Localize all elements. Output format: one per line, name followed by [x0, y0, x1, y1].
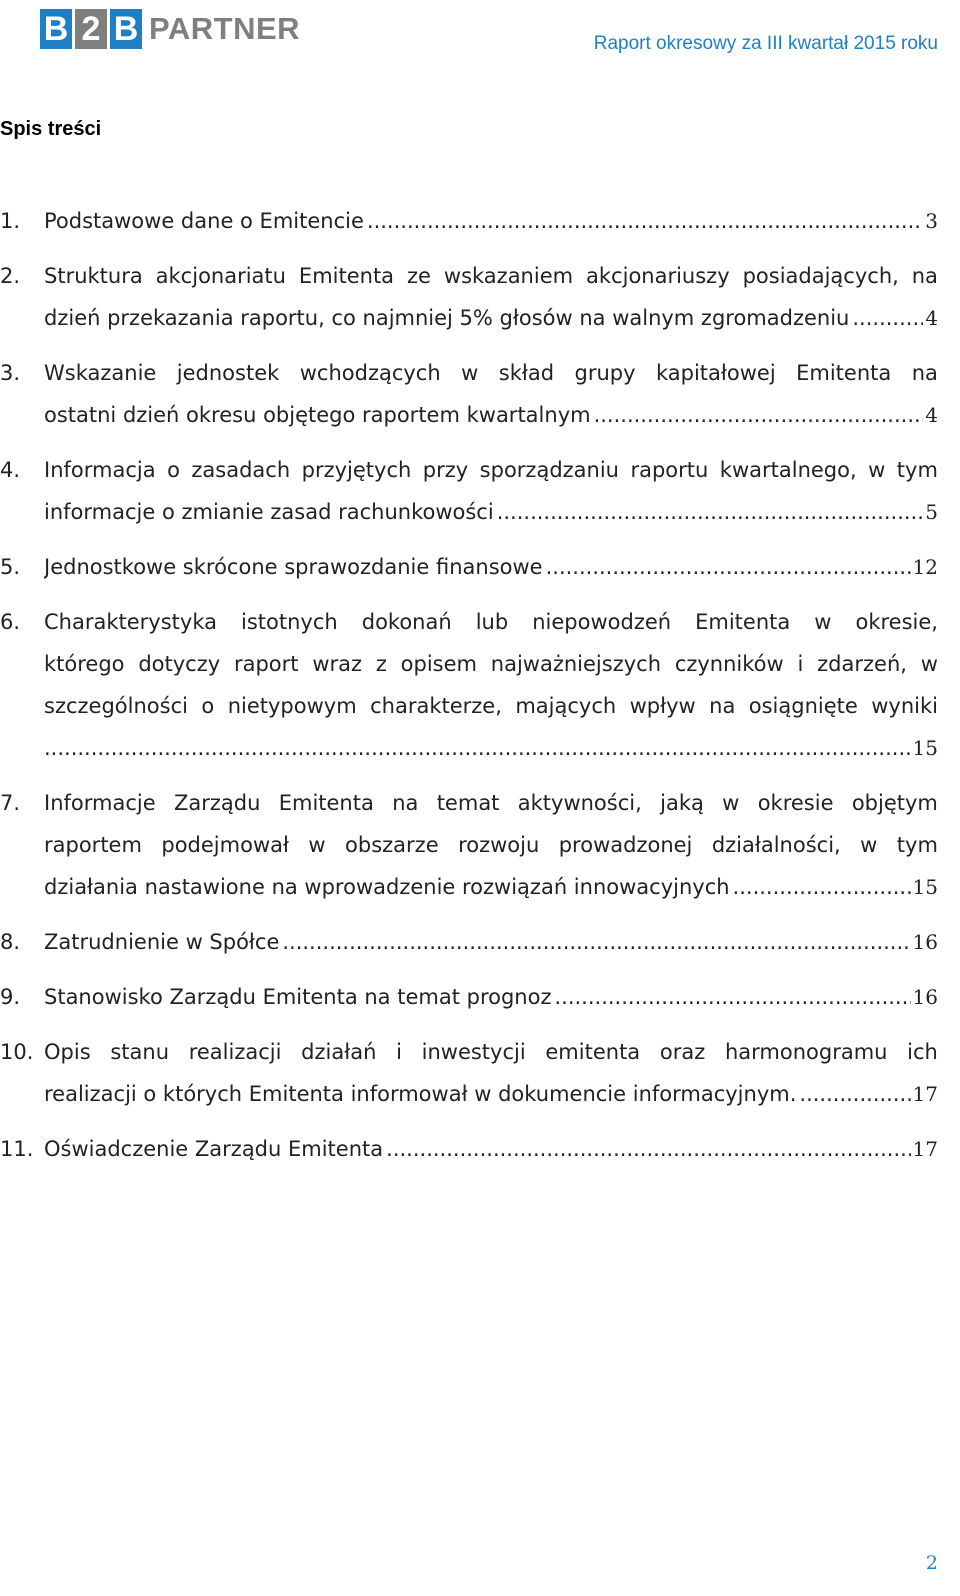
- toc-entry-word: lub: [475, 610, 509, 634]
- logo-word: PARTNER: [149, 11, 301, 46]
- toc-page-number[interactable]: 5: [925, 500, 938, 524]
- toc-entry-word: raport: [233, 652, 299, 676]
- toc-entry-word: jednostek: [176, 361, 280, 385]
- toc-entry-text: realizacji o których Emitenta informował w dokumencie informacyjnym.: [44, 1082, 797, 1106]
- toc-entry-text: Jednostkowe skrócone sprawozdanie finansowe: [44, 555, 543, 579]
- toc-entry-text: działania nastawione na wprowadzenie rozwiązań innowacyjnych: [44, 875, 730, 899]
- toc-entry-word: w: [920, 652, 938, 676]
- dot-leader: [386, 1128, 910, 1170]
- toc-entry-word: tym: [896, 458, 938, 482]
- toc-entry-word: istotnych: [241, 610, 338, 634]
- toc-entry-word: Emitenta: [695, 610, 791, 634]
- toc-entry-word: tym: [896, 833, 938, 857]
- dot-leader: [282, 921, 910, 963]
- toc-entry-line: [44, 866, 938, 908]
- toc-page-number[interactable]: 12: [912, 555, 938, 579]
- toc-entry-line: [44, 727, 938, 769]
- toc-entry-word: czynników: [674, 652, 784, 676]
- toc-entry-word: raportu: [630, 458, 709, 482]
- logo-box-2: 2: [75, 9, 107, 49]
- toc-entry-word: Wskazanie: [44, 361, 157, 385]
- toc-entry-word: Informacje: [44, 791, 156, 815]
- toc-entry-line: [44, 824, 938, 866]
- dot-leader: [367, 200, 923, 242]
- toc-entry[interactable]: [0, 1031, 938, 1115]
- toc-entry-word: kapitałowej: [655, 361, 776, 385]
- toc-entry-word: zasadach: [191, 458, 291, 482]
- toc-entry-text: Stanowisko Zarządu Emitenta na temat prognoz: [44, 985, 552, 1009]
- toc-entry-line: [44, 449, 938, 491]
- toc-entry-line: [44, 601, 938, 643]
- toc-entry-word: w: [308, 833, 326, 857]
- toc-entry-word: okresie,: [855, 610, 938, 634]
- toc-entry-word: Informacja: [44, 458, 156, 482]
- toc-entry-word: o: [201, 694, 215, 718]
- toc-entry-word: jaką: [660, 791, 704, 815]
- toc-entry[interactable]: [0, 200, 938, 242]
- toc-entry-line: [44, 255, 938, 297]
- report-header-title: Raport okresowy za III kwartał 2015 roku: [593, 33, 938, 54]
- page-number: 2: [925, 1552, 938, 1574]
- toc-entry[interactable]: [0, 601, 938, 769]
- toc-page-number[interactable]: 17: [912, 1137, 938, 1161]
- toc-entry-word: temat: [436, 791, 500, 815]
- toc-entry-word: i: [396, 1040, 402, 1064]
- toc-page-number[interactable]: 3: [925, 209, 938, 233]
- toc-entry-word: okresie: [757, 791, 834, 815]
- toc-entry-word: nietypowym: [227, 694, 357, 718]
- toc-entry-word: mających: [515, 694, 617, 718]
- toc-entry-word: obszarze: [345, 833, 439, 857]
- toc-entry-word: przy: [422, 458, 469, 482]
- toc-entry-word: zdarzeń,: [817, 652, 907, 676]
- toc-entry-word: raportem: [44, 833, 142, 857]
- toc-entry[interactable]: [0, 255, 938, 339]
- toc-entry-word: aktywności,: [517, 791, 642, 815]
- b2bpartner-logo: [40, 6, 300, 52]
- toc-entry-word: w: [860, 833, 878, 857]
- toc-entry-line: [44, 1031, 938, 1073]
- toc-entry-word: posiadających,: [742, 264, 899, 288]
- toc-entry-word: ze: [407, 264, 431, 288]
- toc-entry-word: rozwoju: [458, 833, 540, 857]
- toc-entry-number: 5.: [0, 555, 21, 579]
- dot-leader: [799, 1073, 910, 1115]
- toc-entry-word: o: [167, 458, 180, 482]
- toc-entry-text: informacje o zmianie zasad rachunkowości: [44, 500, 494, 524]
- toc-entry-text: Zatrudnienie w Spółce: [44, 930, 280, 954]
- toc-entry-number: 4.: [0, 458, 21, 482]
- toc-entry-line: [44, 297, 938, 339]
- toc-entry-word: wyniki: [871, 694, 938, 718]
- toc-entry-number: 9.: [0, 985, 21, 1009]
- toc-entry-word: dotyczy: [138, 652, 221, 676]
- dot-leader: [733, 866, 911, 908]
- toc-entry-word: ich: [907, 1040, 938, 1064]
- toc-entry-line: [44, 1128, 938, 1170]
- toc-entry-word: Opis: [44, 1040, 91, 1064]
- toc-entry[interactable]: [0, 976, 938, 1018]
- toc-entry-word: oraz: [659, 1040, 706, 1064]
- toc-entry-line: [44, 352, 938, 394]
- dot-leader: [497, 491, 924, 533]
- toc-entry-word: wchodzących: [299, 361, 441, 385]
- toc-entry-number: 2.: [0, 264, 21, 288]
- toc-entry-word: w: [722, 791, 740, 815]
- toc-entry-line: [44, 643, 938, 685]
- toc-entry-number: 3.: [0, 361, 21, 385]
- toc-entry-number: 10.: [0, 1040, 34, 1064]
- toc-entry[interactable]: [0, 1128, 938, 1170]
- dot-leader: [44, 727, 911, 769]
- toc-page-number[interactable]: 15: [912, 736, 938, 760]
- toc-entry[interactable]: [0, 449, 938, 533]
- toc-entry-word: harmonogramu: [724, 1040, 888, 1064]
- toc-entry-word: na: [709, 694, 736, 718]
- toc-entry-word: Zarządu: [173, 791, 261, 815]
- toc-page-number[interactable]: 16: [912, 985, 938, 1009]
- toc-entry-line: [44, 1073, 938, 1115]
- toc-entry-text: dzień przekazania raportu, co najmniej 5% głosów na walnym zgromadzeniu: [44, 306, 850, 330]
- toc-entry-number: 11.: [0, 1137, 34, 1161]
- toc-entry-word: z: [375, 652, 387, 676]
- toc-entry-text: Oświadczenie Zarządu Emitenta: [44, 1137, 384, 1161]
- toc-entry-text: ostatni dzień okresu objętego raportem kwartalnym: [44, 403, 591, 427]
- toc-entry-word: charakterze,: [370, 694, 502, 718]
- toc-page-number[interactable]: 17: [912, 1082, 938, 1106]
- toc-entry-word: którego: [44, 652, 125, 676]
- toc-entry-word: dokonań: [361, 610, 452, 634]
- toc-entry-number: 6.: [0, 610, 21, 634]
- toc-entry-text: Podstawowe dane o Emitencie: [44, 209, 364, 233]
- toc-entry-word: prowadzonej: [558, 833, 693, 857]
- toc-entry-word: opisem: [400, 652, 477, 676]
- toc-entry-word: w: [814, 610, 832, 634]
- toc-entry-number: 1.: [0, 209, 21, 233]
- toc-entry[interactable]: [0, 546, 938, 588]
- toc-entry-line: [44, 394, 938, 436]
- toc-entry-word: wskazaniem: [443, 264, 574, 288]
- toc-entry-word: skład: [498, 361, 555, 385]
- toc-entry-word: akcjonariuszy: [586, 264, 730, 288]
- toc-entry-word: objętym: [851, 791, 938, 815]
- toc-entry-word: działań: [301, 1040, 377, 1064]
- toc-entry[interactable]: [0, 352, 938, 436]
- toc-entry-number: 7.: [0, 791, 21, 815]
- dot-leader: [594, 394, 924, 436]
- toc-entry-word: na: [911, 264, 938, 288]
- toc-entry-line: [44, 491, 938, 533]
- logo-box-b1: B: [40, 9, 72, 49]
- toc-entry-word: w: [461, 361, 479, 385]
- toc-entry-word: Struktura: [44, 264, 143, 288]
- toc-entry-word: sporządzaniu: [479, 458, 619, 482]
- toc-entry-line: [44, 200, 938, 242]
- toc-entry[interactable]: [0, 921, 938, 963]
- toc-entry-word: grupy: [574, 361, 636, 385]
- toc-entry-word: wraz: [312, 652, 363, 676]
- logo-box-b2: B: [110, 9, 142, 49]
- toc-entry-word: Charakterystyka: [44, 610, 217, 634]
- toc-entry-word: szczególności: [44, 694, 188, 718]
- toc-entry[interactable]: [0, 782, 938, 908]
- toc-entry-word: i: [797, 652, 804, 676]
- toc-entry-word: wpływ: [629, 694, 696, 718]
- toc-entry-word: niepowodzeń: [532, 610, 672, 634]
- toc-page-number[interactable]: 4: [925, 403, 938, 427]
- dot-leader: [852, 297, 923, 339]
- toc-entry-word: Emitenta: [298, 264, 395, 288]
- toc-entry-word: emitenta: [545, 1040, 641, 1064]
- toc-entry-word: na: [911, 361, 938, 385]
- toc-page-number[interactable]: 4: [925, 306, 938, 330]
- table-of-contents: [0, 200, 938, 1183]
- toc-entry-word: przyjętych: [301, 458, 412, 482]
- toc-entry-word: inwestycji: [421, 1040, 526, 1064]
- toc-entry-line: [44, 685, 938, 727]
- toc-entry-word: realizacji: [188, 1040, 282, 1064]
- toc-entry-word: akcjonariatu: [155, 264, 286, 288]
- dot-leader: [554, 976, 910, 1018]
- toc-entry-word: działalności,: [711, 833, 841, 857]
- toc-entry-word: Emitenta: [796, 361, 892, 385]
- toc-entry-word: Emitenta: [278, 791, 374, 815]
- toc-entry-line: [44, 921, 938, 963]
- toc-entry-word: osiągnięte: [748, 694, 858, 718]
- toc-page-number[interactable]: 15: [912, 875, 938, 899]
- toc-entry-line: [44, 976, 938, 1018]
- toc-page-number[interactable]: 16: [912, 930, 938, 954]
- toc-entry-word: najważniejszych: [490, 652, 662, 676]
- toc-entry-word: kwartalnego,: [719, 458, 857, 482]
- toc-entry-line: [44, 546, 938, 588]
- toc-entry-word: stanu: [110, 1040, 170, 1064]
- toc-entry-line: [44, 782, 938, 824]
- toc-title: Spis treści: [0, 118, 102, 140]
- toc-entry-word: podejmował: [161, 833, 289, 857]
- toc-entry-word: w: [868, 458, 886, 482]
- dot-leader: [546, 546, 911, 588]
- toc-entry-number: 8.: [0, 930, 21, 954]
- toc-entry-word: na: [392, 791, 419, 815]
